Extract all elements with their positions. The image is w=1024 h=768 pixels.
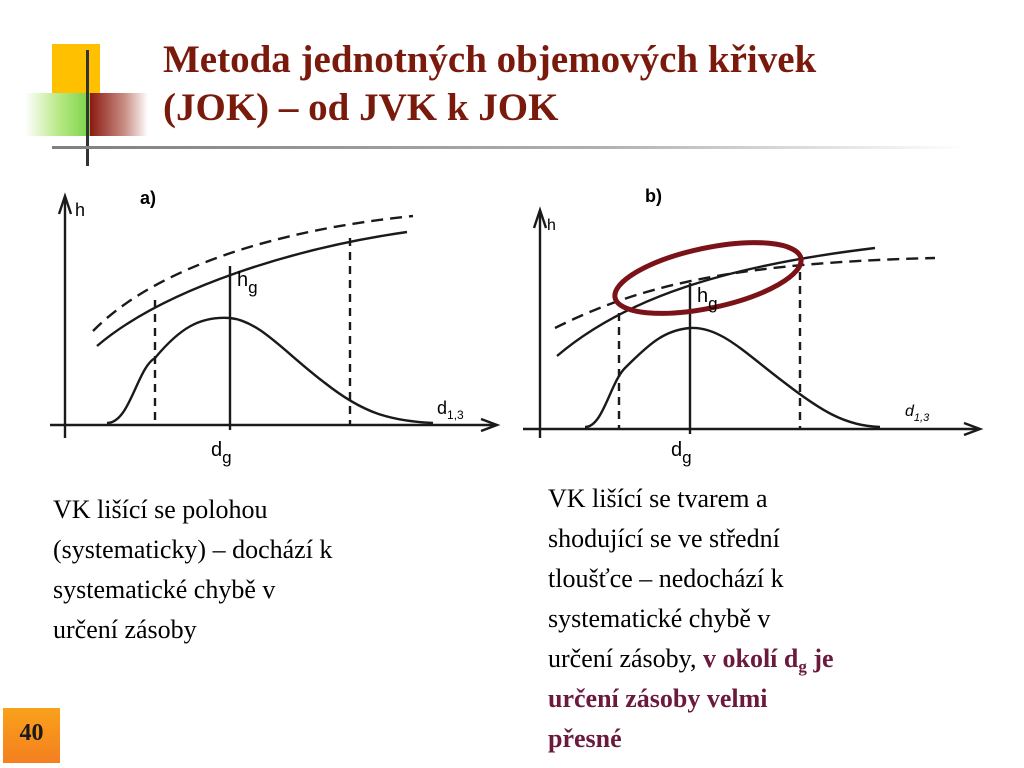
fig-a-mean-label: $d_g$ [211, 439, 232, 467]
title-divider [52, 146, 967, 149]
deco-yellow-block [52, 44, 100, 94]
caption-right-line-3: tloušťce – nedochází k [548, 564, 784, 593]
title-line-1: Metoda jednotných objemových křivek [163, 38, 817, 81]
caption-right-line-7: přesné [548, 724, 622, 753]
caption-left [53, 490, 332, 650]
caption-right-line-1: VK lišící se tvarem a [548, 484, 768, 513]
fig-a-x-axis-label: $d_{1,3}$ [437, 398, 464, 422]
caption-right-line-5-accent: v okolí $d_g$ je [702, 644, 834, 676]
fig-b-x-axis-label: $d_{1,3}$ [905, 403, 930, 424]
fig-b-mean-label: $d_g$ [671, 439, 692, 467]
caption-right [548, 479, 834, 759]
fig-b-distribution-curve [585, 328, 880, 427]
figure-b [515, 178, 985, 468]
fig-a-height-label: $h_g$ [237, 269, 258, 297]
caption-right-line-5-plain: určení zásoby, [548, 644, 703, 673]
fig-b-panel-label: b) [645, 186, 662, 206]
caption-left-line-1: VK lišící se polohou [53, 495, 268, 524]
fig-a-height-curve-dashed [93, 216, 413, 331]
caption-left-line-4: určení zásoby [53, 615, 197, 644]
figure-a [45, 178, 505, 468]
caption-left-line-2: (systematicky) – dochází k [53, 535, 333, 564]
caption-right-line-6: určení zásoby velmi [548, 684, 768, 713]
deco-red-bar [90, 93, 148, 136]
slide-title [163, 36, 983, 132]
fig-a-panel-label: a) [140, 188, 157, 208]
caption-left-line-3: systematické chybě v [53, 575, 276, 604]
fig-a-y-axis-label: h [75, 200, 86, 220]
page-number-badge [3, 708, 60, 763]
fig-b-y-axis-label: h [547, 217, 556, 234]
caption-right-line-5 [548, 639, 834, 679]
caption-right-line-2: shodující se ve střední [548, 524, 780, 553]
caption-right-line-4: systematické chybě v [548, 604, 771, 633]
page-number: 40 [19, 720, 44, 746]
title-line-2: (JOK) – od JVK k JOK [163, 86, 559, 129]
fig-b-height-label: $h_g$ [697, 285, 718, 313]
